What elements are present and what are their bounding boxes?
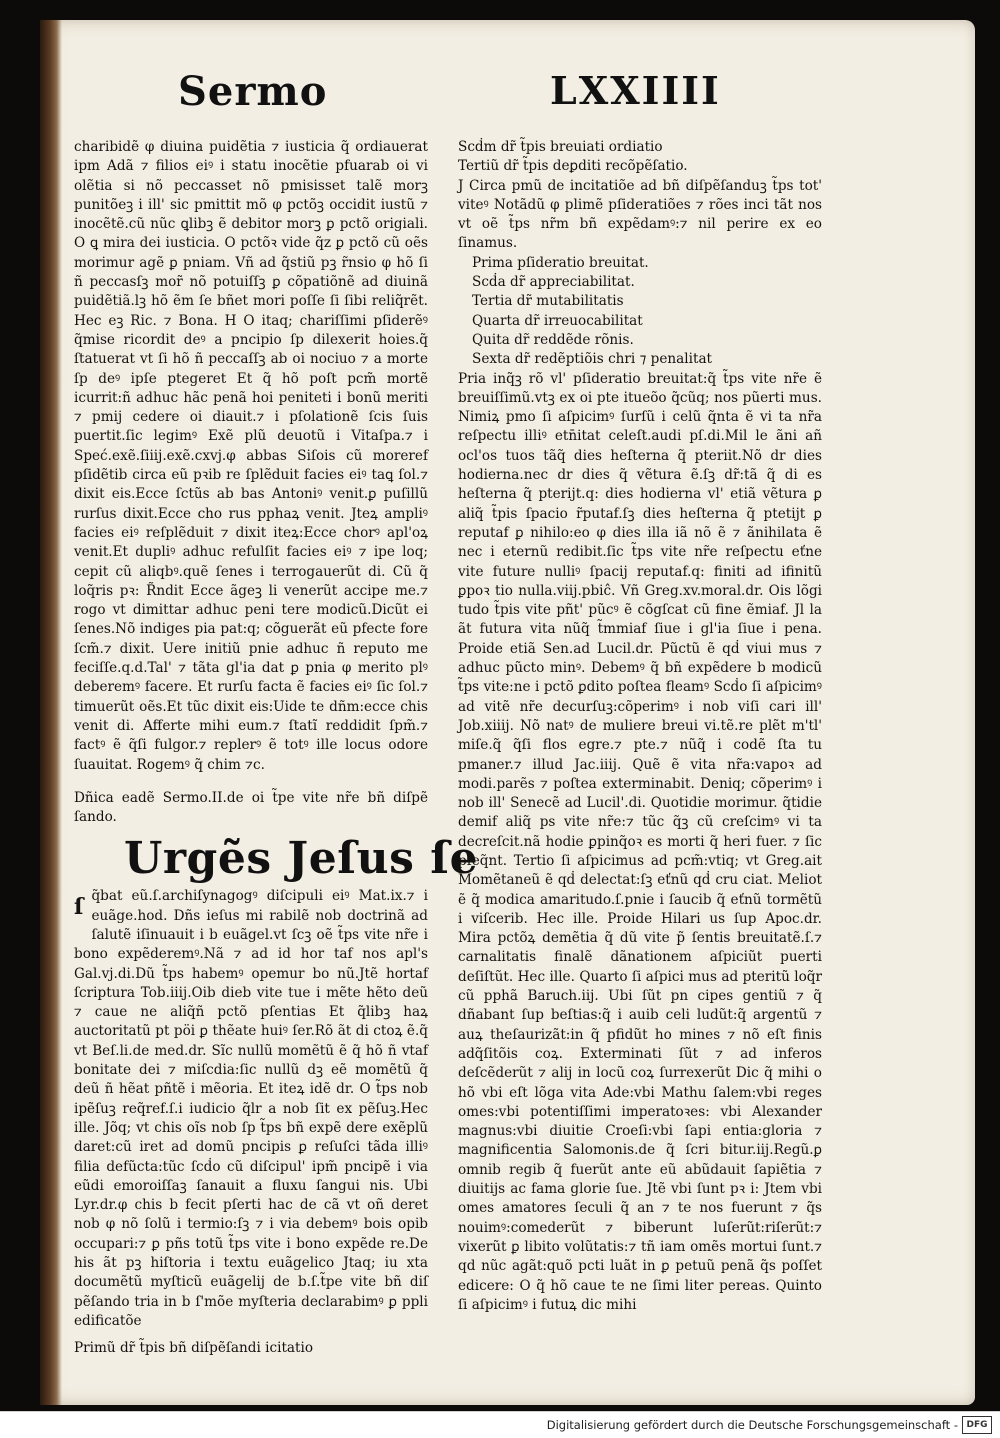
paragraph: charibidẽ φ diuina puidẽtia ⁊ iusticia q̃ ordiauerat ipm Adã ⁊ filios eiꝰ i statu inocẽtie pfuarab oi vi olẽtia si nõ peccasset nõ pmisisset talẽ morꝫ punitõeꝫ i ill' sic pmittit mõ φ pctõꝫ occidit iustũ ⁊ inocẽtẽ.cũ nũc ꝗlibꝫ ẽ debitor morꝫ ꝑ pctõ origiali. O ꝗ mira dei iusticia. O pctõꝛ vide q̃z ꝑ pctõ cũ oẽs morimur agẽ ꝑ pniam. Vñ ad q̃stiũ pꝫ r̃nsio φ hõ ſi ñ peccasſꝫ mor̃ nõ potuiſſꝫ ꝑ cõpatiõnẽ ad diuinã puidẽtiã.lꝫ hõ ẽm ſe bñet mori poſſe ſi ſibi reliq̃rẽt. Hec eꝫ Ric. ⁊ Bona. H O itaq; chariſſimi pſiderẽꝰ q̃mise ricordit deꝰ a pncipio ſp dilexerit hoies.q̃ ſtatuerat vt ſi hõ ñ peccaſſꝫ ab oi nociuo ⁊ a morte ſp deꝰ ipſe ptegeret Et q̃ hõ poſt pcm̃ mortẽ icurrit:ñ adhuc hãc penã hoi peniteti i bonũ meriti ⁊ pmij cedere oi diauit.⁊ i pſolationẽ ſcis ſuis puertit.ſic legimꝰ Exẽ plũ deuotũ i Vitaſpa.⁊ i Speć.exẽ.ſiiij.exẽ.cxvj.φ abbas Siſois cũ moreref pſidẽtib circa eũ pꝛib re ſplẽduit facies eiꝰ taꝗ ſol.⁊ dixit eis.Ecce ſctũs ab bas Antoniꝰ venit.ꝑ puſillũ rurſus dixit.Ecce cho rus pphaꝝ venit. Jteꝝ ampliꝰ facies eiꝰ reſplẽduit ⁊ dixit iteꝝ:Ecce chorꝰ apl'oꝝ venit.Et dupliꝰ adhuc refulſit facies eiꝰ ⁊ ipe loq; cepit cũ aliqbꝰ.quẽ ſenes i terrogauerũt di. Cũ q̃ loq̃ris pꝛ: R̃ndit Ecce ãgeꝫ li venerũt accipe me.⁊ rogo vt dimittar adhuc peni tere modicũ.Dicũt ei ſenes.Nõ indiges pia pat:q; cõguerãt eũ pfecte fore ſcm̃.⁊ dixit. Uere initiũ pnie adhuc ñ reputo me feciſſe.q.d.Tal' ⁊ tãta gl'ia dat ꝑ pnia φ merito plꝰ deberemꝰ facere. Et rurſu facta ẽ facies eiꝰ ſic ſol.⁊ timuerũt oẽs.Et tũc dixit eis:Uide te dñm:ecce chis venit di. Afferte mihi eum.⁊ ſtatĩ reddidit ſpm̃.⁊ factꝰ ẽ q̃ſi fulgor.⁊ replerꝰ ẽ totꝰ ille locus odore ſuauitat. Rogemꝰ q̃ chim ⁊c. [74, 139, 428, 773]
paragraph: J Circa pmũ de incitatiõe ad bñ diſpẽſanduꝫ t̃ps tot' viteꝰ Notãdũ φ plimẽ pſideratiões ⁊ rões inci tãt nos vt oẽ t̃ps nr̃m bñ expẽdamꝰ:⁊ nil perire ex eo ſinamus. [458, 177, 822, 252]
list-item: Prima pſideratio breuitat. [472, 254, 649, 271]
list-item: Scḋa dr̃ appreciabilitat. [472, 274, 635, 291]
page-binding-edge [40, 20, 62, 1405]
book-page [40, 20, 975, 1405]
paragraph [74, 887, 428, 1331]
funding-credit-text: Digitalisierung gefördert durch die Deutsche Forschungsgemeinschaft [546, 1418, 951, 1432]
paragraph-text: q̃bat eũ.ſ.archiſynagogꝰ diſcipuli eiꝰ Mat.ix.⁊ i euãge.hod. Dñs ieſus mi rabilẽ nob doctrinã ad ſalutẽ iſinuauit i b euãgel.vt ſcꝫ oẽ t̃ps vite nr̃e i bono expẽderemꝰ.Nã ⁊ ad id hor taf nos apl's Gal.vj.di.Dũ t̃ps habemꝰ opemur bo nũ.Jtẽ hortaf ſcriptura Tob.iiij.Oib dieb vite tue i mẽte hẽto deũ ⁊ caue ne aliq̃ñ pctõ pſentias Et q̃libꝫ haꝝ auctoritatũ pt pöi ꝑ thẽate huiꝰ ſer.Rõ ãt di ctoꝝ ẽ.q̃ vt Beſ.li.de med.dr. Sĩc nullũ momẽtũ ẽ q̃ hõ ñ vtaf bonitate dei ⁊ miſcdia:ſic nullũ dꝫ eẽ momẽtũ q̃ deũ ñ hẽat pñtẽ i mẽoria. Et iteꝝ idẽ dr. O t̃ps nob ipẽſuꝫ req̃ref.ſ.i iudicio q̃lr a nob ſit ex pẽſuꝫ.Hec ille. Jõq; vt chis oĩs nob ſp t̃ps bñ expẽ dere exẽplũ daret:cũ iret ad domũ pncipis ꝑ reſuſci tãda illiꝰ filia defũcta:tũc ſcḋo cũ diſcipul' ipm̃ pncipẽ i via eũdi emoroiſſaꝫ ſanauit a fluxu ſangui nis. Ubi Lyr.dr.φ chis b fecit pſerti hac de cã vt oñ deret nob φ nõ ſolũ i termio:ſꝫ ⁊ i via debemꝰ bois opib occupari:⁊ ꝑ pñs totũ t̃ps vite i bono expẽde re.De his ãt pꝫ hiſtoria i textu euãgelico Jtaq; iu xta documẽtũ myſticũ euãgelij de b.ſ.t̃pe vite bñ diſ pẽſando tria in b ſ'mõe myſteria declarabimꝰ ꝑ ppli edificatõe [74, 888, 428, 1329]
text-line: Scḋm dr̃ t̃pis breuiati ordiatio [458, 139, 663, 155]
initial-letter: ſ [74, 894, 84, 921]
text-line: Tertiũ dr̃ t̃pis deꝑditi recõpẽſatio. [458, 158, 688, 175]
funding-credit-separator: - [953, 1418, 958, 1432]
text-column-right [458, 138, 822, 1315]
text-column-left [74, 138, 479, 1359]
sermon-incipit: Urgẽs Jeſus ſe [124, 833, 479, 885]
funding-footer [0, 1411, 1000, 1438]
section-heading: Primũ dr̃ t̃pis bñ diſpẽſandi icitatio [74, 1340, 314, 1357]
running-head-folio: LXXIIII [550, 68, 721, 113]
running-head-left: Sermo [178, 68, 328, 115]
paragraph: Pria inq̃ꝫ rõ vl' pſideratio breuitat:q̃ t̃ps vite nr̃e ẽ breuiſſimũ.vtꝫ ex oi pte itueõo q̃cũq; nos pũerti mus. Nimiꝝ pmo ſi aſpicimꝰ ſurſũ i celũ q̃nta ẽ vi ta nr̃a reſpectu illiꝰ etn̄itat celeſt.audi pſ.di.Mil le ãni añ ocl'os tuos tãq̃ dies heſterna q̃ pteriit.Nõ dr dies hodierna.nec dr dies q̃ vẽtura ẽ.ſꝫ dr̃:tã q̃ di es heſterna q̃ pterijt.q: dies hodierna vl' etiã vẽtura ꝑ aliq̃ t̃pis ſpacio r̃putaf.ſꝫ dies heſterna q̃ ptetijt ꝑ reputaf ꝑ nihilo:eo φ dies illa iã nõ ẽ ⁊ ãnihilata ẽ nec i eternũ redibit.ſic t̃ps vite nr̃e reſpectu eťne vite future nulliꝰ ſpacij reputaf.q: finiti ad ifinitũ ꝑpoꝛ tio nulla.viij.pbiĉ. Vñ Greg.xv.moral.dr. Ois lõgi tudo t̃pis vite pñt' pũcꝰ ẽ cõgſcat cũ fine ẽmiaf. Jl la ãt futura vita nũq̃ t̃mmiaf ſiue i gl'ia ſiue i pena. Proide etiã Sen.ad Lucil.dr. Pũctũ ẽ qḋ viui mus ⁊ adhuc pũcto minꝰ. Debemꝰ q̃ bñ expẽdere b modicũ t̃ps vite:ne i pctõ ꝑdito poſtea fleamꝰ Scḋo ſi aſpicimꝰ ad vitẽ nr̃e decurſuꝫ:cõperimꝰ i nob viſi cari ill' Job.xiiij. Nõ natꝰ de muliere breui vi.tẽ.re plẽt m'tl' miſe.q̃ q̃ſi flos egre.⁊ pte.⁊ nũq̃ i codẽ ſta tu pmaner.⁊ illud Jac.iiij. Quẽ ẽ vita nr̃a:vapoꝛ ad modi.parẽs ⁊ poſtea exterminabit. Deniq; cõperimꝰ i nob ill' Senecẽ ad Lucil'.di. Quotidie morimur. q̃tidie demif aliq̃ ps vite nr̃e:⁊ tũc q̃ꝫ cũ creſcimꝰ vi ta decreſcit.nã hodie ꝑpinq̃oꝛ es morti q̃ heri fuer. ⁊ ſic pſeq̃nt. Tertio ſi aſpicimus ad pcm̃:vtiq; vt Greg.ait Momẽtaneũ ẽ qḋ delectat:ſꝫ eťnũ qḋ cru ciat. Meliot ẽ q̃ modica amaritudo.ſ.pnie i ſaucib q̃ eťnũ tormẽtũ i viſcerib. Hec ille. Proide Hilari us ſup Apoc.dr. Mira pctõꝝ demẽtia q̃ dũ vite p̃ ſentis breuitatẽ.ſ.⁊ carnalitatis finalẽ dãnationem aſpiciũt puerti deſiſtũt. Hec ille. Quarto ſi aſpici mus ad pteritũ loq̃r cũ pphã Baruch.iij. Ubi ſũt pn cipes gentiũ ⁊ q̃ dñabant ſup beſtias:q̃ i auib celi ludũt:q̃ argentũ ⁊ auꝝ theſaurizãt:in q̃ pfidũt ho mines ⁊ nõ eſt finis adq̃ſitõis coꝝ. Exterminati ſũt ⁊ ad inferos deſcẽderũt ⁊ alij in locũ coꝝ ſurrexerũt Dic q̃ mihi o hõ vbi eſt lõga vita Ade:vbi Mathu ſalem:vbi reges omes:vbi potentiſſimi imperatoꝛes: vbi Alexander magnus:vbi diuitie Croeſi:vbi ſapi entia:gloria ⁊ magnificentia Salomonis.de q̃ ſcri bitur.iij.Regũ.ꝑ omnib regib q̃ fuerũt ante eũ abũdauit ſapiẽtia ⁊ diuitijs ac fama glorie ſue. Jtẽ vbi ſunt pꝛ i: Jtem vbi omes amatores ſeculi q̃ an ⁊ te nos fuerunt ⁊ q̃s nouimꝰ:comederũt ⁊ biberunt luſerũt:riſerũt:⁊ vixerũt ꝑ libito volũtatis:⁊ tñ iam omẽs mortui ſunt.⁊ qd nũc agãt:quõ pcti luãt in ꝑ petuũ penã q̃s poſſet edicere: O q̃ hõ caue te ne ſimi liter pereas. Quinto ſi aſpicimꝰ i futuꝝ dic mihi [458, 370, 822, 1313]
list-item: Quita dr̃ reddẽde rõnis. [472, 331, 634, 348]
list-item: Sexta dr̃ redẽptiõis chri ⁊ penalitat [472, 351, 713, 368]
consideration-list [458, 254, 822, 370]
list-item: Quarta dr̃ irreuocabilitat [472, 312, 643, 329]
list-item: Tertia dr̃ mutabilitatis [472, 293, 624, 310]
dfg-logo: DFG [962, 1416, 992, 1434]
sermon-rubric: Dñica eadẽ Sermo.II.de oi t̃pe vite nr̃e bñ diſpẽ ſando. [74, 789, 428, 826]
funding-credit [547, 1418, 958, 1432]
